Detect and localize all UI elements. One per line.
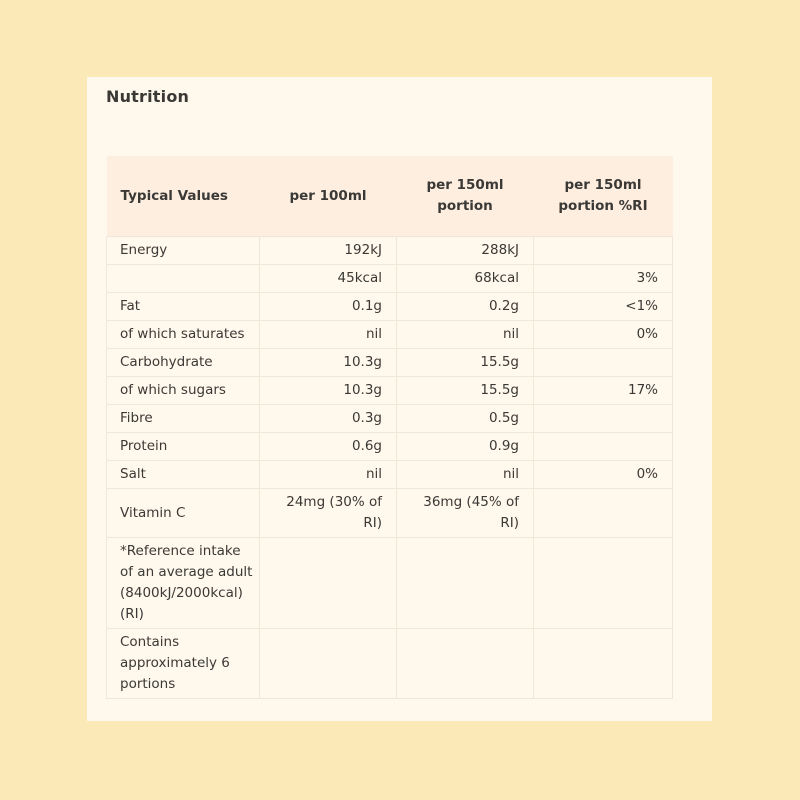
nutrition-panel — [87, 77, 712, 721]
per-150ml-value: 0.2g — [397, 293, 534, 321]
per-150ml-value: 288kJ — [397, 237, 534, 265]
row-label: of which saturates — [107, 321, 260, 349]
table-row — [107, 377, 673, 405]
row-label: Energy — [107, 237, 260, 265]
per-150ml-value — [397, 538, 534, 629]
per-100ml-value: 0.3g — [260, 405, 397, 433]
table-row — [107, 433, 673, 461]
ri-value — [534, 349, 673, 377]
per-150ml-value: 0.9g — [397, 433, 534, 461]
row-label: Fat — [107, 293, 260, 321]
row-label: Carbohydrate — [107, 349, 260, 377]
per-100ml-value: 192kJ — [260, 237, 397, 265]
per-100ml-value: 10.3g — [260, 349, 397, 377]
ri-value — [534, 629, 673, 699]
table-header — [107, 156, 673, 237]
ri-value — [534, 489, 673, 538]
table-row — [107, 349, 673, 377]
per-150ml-value: 15.5g — [397, 349, 534, 377]
per-150ml-value: 15.5g — [397, 377, 534, 405]
table-row — [107, 461, 673, 489]
ri-value — [534, 433, 673, 461]
reference-intake-note: *Reference intake of an average adult (8400kJ/2000kcal) (RI) — [107, 538, 260, 629]
nutrition-title: Nutrition — [106, 87, 190, 106]
header-per-150ml-portion-ri: per 150ml portion %RI — [534, 156, 673, 237]
per-150ml-value: nil — [397, 321, 534, 349]
table-body — [107, 237, 673, 699]
table-row — [107, 405, 673, 433]
row-label: Salt — [107, 461, 260, 489]
per-100ml-value: 24mg (30% of RI) — [260, 489, 397, 538]
per-100ml-value: nil — [260, 461, 397, 489]
per-100ml-value: 10.3g — [260, 377, 397, 405]
row-label: Fibre — [107, 405, 260, 433]
per-150ml-value — [397, 629, 534, 699]
ri-value — [534, 237, 673, 265]
per-100ml-value: 0.1g — [260, 293, 397, 321]
header-per-150ml-portion: per 150ml portion — [397, 156, 534, 237]
per-100ml-value: nil — [260, 321, 397, 349]
per-100ml-value — [260, 629, 397, 699]
ri-value: 17% — [534, 377, 673, 405]
ri-value: 3% — [534, 265, 673, 293]
per-150ml-value: nil — [397, 461, 534, 489]
row-label: of which sugars — [107, 377, 260, 405]
per-100ml-value — [260, 538, 397, 629]
per-100ml-value: 0.6g — [260, 433, 397, 461]
table-row — [107, 237, 673, 265]
header-per-100ml: per 100ml — [260, 156, 397, 237]
table-row — [107, 629, 673, 699]
row-label — [107, 265, 260, 293]
table-row — [107, 265, 673, 293]
nutrition-table — [106, 156, 673, 699]
per-150ml-value: 36mg (45% of RI) — [397, 489, 534, 538]
ri-value: <1% — [534, 293, 673, 321]
ri-value — [534, 405, 673, 433]
row-label: Protein — [107, 433, 260, 461]
table-row — [107, 321, 673, 349]
header-row — [107, 156, 673, 237]
per-150ml-value: 68kcal — [397, 265, 534, 293]
per-150ml-value: 0.5g — [397, 405, 534, 433]
table-row — [107, 538, 673, 629]
ri-value: 0% — [534, 461, 673, 489]
table-row — [107, 293, 673, 321]
table-row — [107, 489, 673, 538]
ri-value: 0% — [534, 321, 673, 349]
per-100ml-value: 45kcal — [260, 265, 397, 293]
portions-note: Contains approximately 6 portions — [107, 629, 260, 699]
ri-value — [534, 538, 673, 629]
row-label: Vitamin C — [107, 489, 260, 538]
header-typical-values: Typical Values — [107, 156, 260, 237]
